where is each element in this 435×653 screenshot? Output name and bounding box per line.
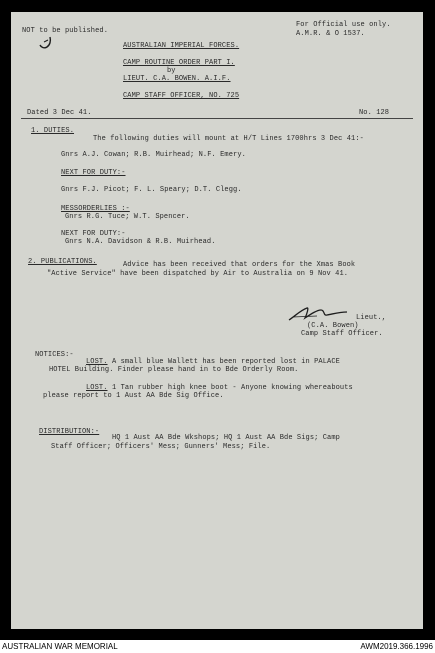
document-page: [11, 12, 423, 629]
next-duty-label-1: NEXT FOR DUTY:-: [61, 169, 126, 177]
not-published-label: NOT to be published.: [22, 27, 109, 35]
messengers-names: Gnrs R.G. Tuce; W.T. Spencer.: [65, 213, 190, 221]
duties-line-1: The following duties will mount at H/T Lines 1700hrs 3 Dec 41:-: [93, 135, 364, 143]
title-staff: CAMP STAFF OFFICER, NO. 725: [123, 92, 240, 100]
signature-mark-icon: [287, 304, 357, 324]
lost-text-2a: 1 Tan rubber high knee boot - Anyone knowing whereabouts: [112, 384, 353, 392]
publications-heading: 2. PUBLICATIONS.: [28, 258, 97, 266]
signature-name: (C.A. Bowen): [307, 322, 359, 330]
next-duty-names-1: Gnrs F.J. Picot; F. L. Speary; D.T. Clegg.: [61, 186, 242, 194]
next-duty-names-2: Gnrs N.A. Davidson & R.B. Muirhead.: [65, 238, 216, 246]
notices-heading: NOTICES:-: [35, 351, 74, 359]
lost-text-1b: HOTEL Building. Finder please hand in to Bde Orderly Room.: [49, 366, 299, 374]
title-by: by: [167, 67, 176, 75]
official-use-label: For Official use only.: [296, 21, 391, 29]
distribution-line-2: Staff Officer; Officers' Mess; Gunners' Mess; File.: [51, 443, 271, 451]
footer-bar: [0, 641, 435, 653]
footer-institution: AUSTRALIAN WAR MEMORIAL: [2, 642, 118, 651]
title-officer: LIEUT. C.A. BOWEN. A.I.F.: [123, 75, 231, 83]
lost-text-1a: A small blue Wallett has been reported lost in PALACE: [112, 358, 340, 366]
duties-heading: 1. DUTIES.: [31, 127, 75, 135]
lost-text-2b: please report to 1 Aust AA Bde Sig Office.: [43, 392, 224, 400]
pen-mark-icon: [38, 36, 54, 50]
dated-label: Dated 3 Dec 41.: [27, 109, 92, 117]
footer-accession: AWM2019.366.1996: [360, 642, 433, 651]
duties-line-2: Gnrs A.J. Cowan; R.B. Muirhead; N.F. Emery.: [61, 151, 246, 159]
distribution-line-1: HQ 1 Aust AA Bde Wkshops; HQ 1 Aust AA Bde Sigs; Camp: [112, 434, 340, 442]
order-number: No. 128: [359, 109, 390, 117]
publications-line-2: "Active Service" have been dispatched by Air to Australia on 9 Nov 41.: [47, 270, 349, 278]
lost-label-1: LOST.: [86, 358, 108, 366]
distribution-heading: DISTRIBUTION:-: [39, 428, 100, 436]
signature-title: Camp Staff Officer.: [301, 330, 383, 338]
amr-reference: A.M.R. & O 1537.: [296, 30, 365, 38]
publications-line-1: Advice has been received that orders for the Xmas Book: [123, 261, 356, 269]
signature-rank: Lieut.,: [356, 314, 387, 322]
title-aif: AUSTRALIAN IMPERIAL FORCES.: [123, 42, 240, 50]
title-order: CAMP ROUTINE ORDER PART I.: [123, 59, 235, 67]
next-duty-label-2: NEXT FOR DUTY:-: [61, 230, 126, 238]
header-rule: [21, 118, 413, 119]
messengers-label: MESSORDERLIES :-: [61, 205, 130, 213]
lost-label-2: LOST.: [86, 384, 108, 392]
